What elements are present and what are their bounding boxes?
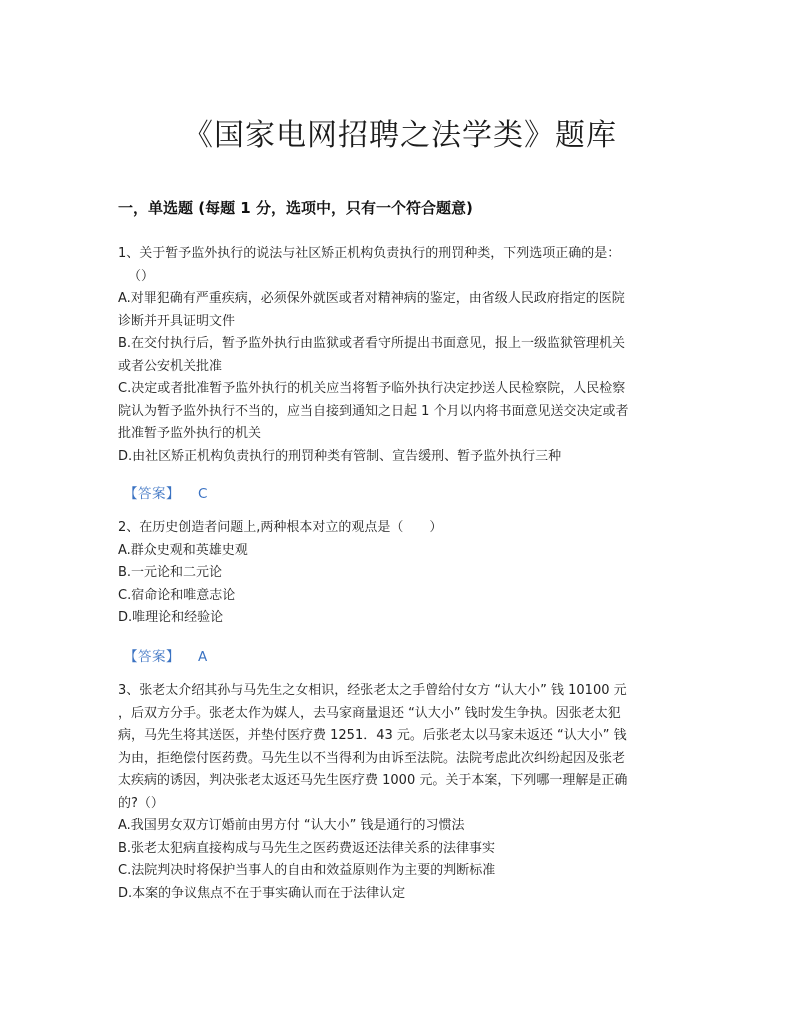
question-3-stem-line-4: 为由，拒绝偿付医药费。马先生以不当得利为由诉至法院。法院考虑此次纠纷起因及张老	[118, 750, 626, 766]
question-2-option-c: C.宿命论和唯意志论	[118, 587, 236, 603]
question-3-stem-line-6: 的?（）	[118, 795, 164, 811]
answer-value: C	[198, 486, 208, 502]
question-1-option-b-line-2: 或者公安机关批准	[118, 358, 223, 374]
answer-value: A	[198, 649, 208, 665]
question-2-option-a: A.群众史观和英雄史观	[118, 542, 248, 558]
question-2-answer	[124, 645, 207, 665]
answer-label: 【答案】	[124, 486, 180, 502]
question-1	[118, 243, 682, 468]
question-3-stem-line-2: ，后双方分手。张老太作为媒人，去马家商量退还 “认大小” 钱时发生争执。因张老太犯	[118, 705, 621, 721]
question-1-option-a-line-2: 诊断并开具证明文件	[118, 313, 236, 329]
question-3-option-d: D.本案的争议焦点不在于事实确认而在于法律认定	[118, 885, 406, 901]
question-1-stem-line-2: （）	[128, 268, 155, 284]
question-2-option-d: D.唯理论和经验论	[118, 610, 224, 625]
question-3-stem-line-5: 太疾病的诱因，判决张老太返还马先生医疗费 1000 元。关于本案，下列哪一理解是正确	[118, 773, 628, 788]
question-3-stem-line-1: 3、张老太介绍其孙与马先生之女相识，经张老太之手曾给付女方 “认大小” 钱 10100 元	[118, 683, 627, 698]
question-3-option-c: C.法院判决时将保护当事人的自由和效益原则作为主要的判断标准	[118, 863, 496, 878]
question-2-option-b: B.一元论和二元论	[118, 565, 223, 580]
question-1-option-d-line-1: D.由社区矫正机构负责执行的刑罚种类有管制、宣告缓刑、暂予监外执行三种	[118, 448, 562, 464]
question-3	[118, 680, 682, 905]
answer-label: 【答案】	[124, 649, 180, 665]
question-2	[118, 517, 682, 630]
question-1-option-a-line-1: A.对罪犯确有严重疾病，必须保外就医或者对精神病的鉴定，由省级人民政府指定的医院	[118, 291, 625, 306]
question-1-option-c-line-2: 院认为暂予监外执行不当的，应当自接到通知之日起 1 个月以内将书面意见送交决定或者	[118, 403, 629, 419]
document-title: 《国家电网招聘之法学类》题库	[183, 118, 617, 153]
question-1-answer	[124, 482, 207, 502]
question-1-option-b-line-1: B.在交付执行后，暂予监外执行由监狱或者看守所提出书面意见，报上一级监狱管理机关	[118, 336, 626, 351]
question-3-option-a: A.我国男女双方订婚前由男方付 “认大小” 钱是通行的习惯法	[118, 818, 465, 833]
question-2-stem-line-1: 2、在历史创造者问题上,两种根本对立的观点是（ ）	[118, 520, 443, 535]
question-1-option-c-line-3: 批准暂予监外执行的机关	[118, 426, 262, 441]
question-3-stem-line-3: 病，马先生将其送医，并垫付医疗费 1251．43 元。后张老太以马家未返还 “认大小” 钱	[118, 728, 627, 743]
question-1-option-c-line-1: C.决定或者批准暂予监外执行的机关应当将暂予临外执行决定抄送人民检察院，人民检察	[118, 381, 626, 396]
question-1-stem-line-1: 1、关于暂予监外执行的说法与社区矫正机构负责执行的刑罚种类，下列选项正确的是：	[118, 246, 621, 261]
section-heading: 一，单选题 (每题 1 分，选项中，只有一个符合题意)	[118, 199, 473, 217]
question-3-option-b: B.张老太犯病直接构成与马先生之医药费返还法律关系的法律事实	[118, 840, 496, 856]
